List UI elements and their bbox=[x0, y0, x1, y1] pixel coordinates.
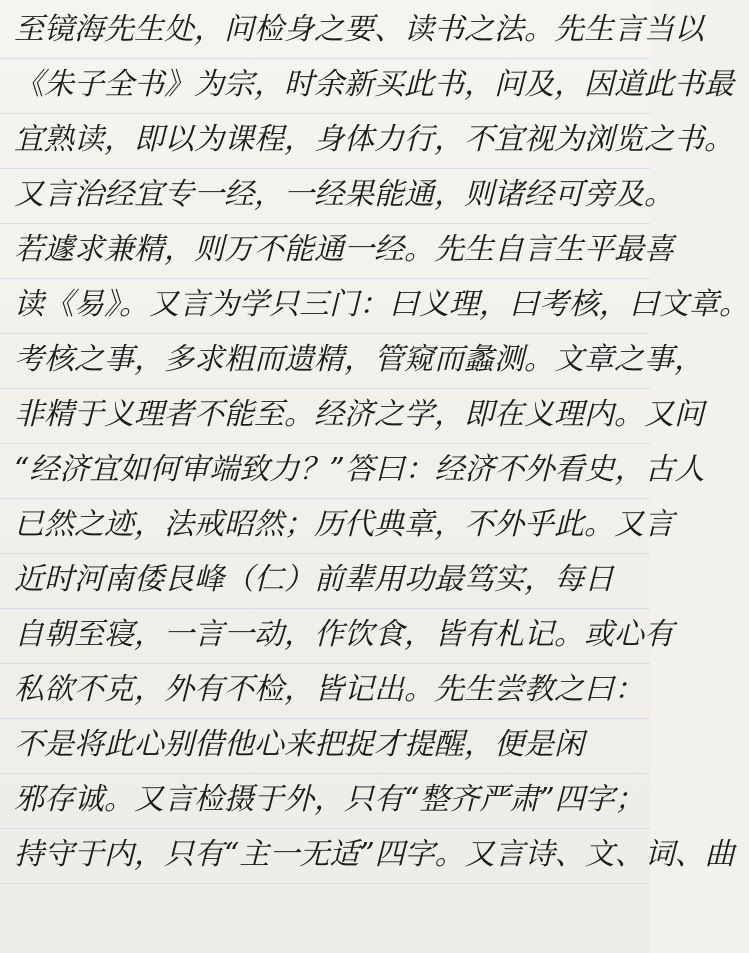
text-line: 持守于内，只有“主一无适”四字。又言诗、文、词、曲 bbox=[14, 837, 735, 872]
text-line: 不是将此心别借他心来把捉才提醒，便是闲 bbox=[14, 727, 584, 762]
handwritten-text bbox=[14, 0, 749, 953]
text-line: 自朝至寝，一言一动，作饮食，皆有札记。或心有 bbox=[14, 617, 674, 652]
text-line: 近时河南倭艮峰（仁）前辈用功最笃实，每日 bbox=[14, 562, 614, 597]
text-line: 宜熟读，即以为课程，身体力行，不宜视为浏览之书。 bbox=[14, 122, 734, 157]
text-line: 读《易》。又言为学只三门：曰义理，曰考核，曰文章。 bbox=[14, 287, 749, 322]
text-line: 私欲不克，外有不检，皆记出。先生尝教之曰： bbox=[14, 672, 644, 707]
text-line: 已然之迹，法戒昭然；历代典章，不外乎此。又言 bbox=[14, 507, 674, 542]
text-line: 若遽求兼精，则万不能通一经。先生自言生平最喜 bbox=[14, 232, 674, 267]
text-line: 《朱子全书》为宗，时余新买此书，问及，因道此书最 bbox=[14, 67, 734, 102]
text-line: 考核之事，多求粗而遗精，管窥而蠡测。文章之事， bbox=[14, 342, 704, 377]
text-line: “经济宜如何审端致力？”答曰：经济不外看史，古人 bbox=[14, 452, 705, 487]
text-line: 非精于义理者不能至。经济之学，即在义理内。又问 bbox=[14, 397, 704, 432]
text-line: 又言治经宜专一经，一经果能通，则诸经可旁及。 bbox=[14, 177, 674, 212]
text-line: 至镜海先生处，问检身之要、读书之法。先生言当以 bbox=[14, 12, 704, 47]
text-line: 邪存诚。又言检摄于外，只有“整齐严肃”四字； bbox=[14, 782, 645, 817]
